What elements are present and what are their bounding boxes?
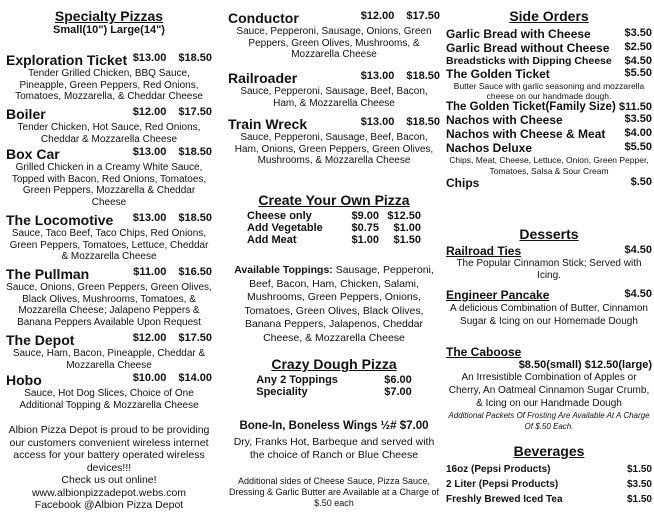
wings-title: Bone-In, Boneless Wings ½# $7.00 [239,420,429,432]
side-item: Chips $.50 [446,176,652,190]
price-large: $18.50 [406,116,440,128]
side-item: Nachos Deluxe $5.50 [446,141,652,155]
sides-title: Side Orders [509,8,589,24]
side-item: Garlic Bread without Cheese $2.50 [446,41,652,55]
price-large: $17.50 [178,332,212,344]
item-name: Boiler [6,106,46,122]
sides-list [446,27,652,190]
item-name: Railroader [228,70,298,86]
price-small: $13.00 [360,70,395,82]
column-left [6,0,212,525]
item-name: The Caboose [446,345,522,359]
item-name: The Locomotive [6,212,114,228]
side-item: The Golden Ticket(Family Size) $11.50 [446,101,652,113]
item-desc: Sauce, Pepperoni, Sausage, Beef, Bacon, Ham, Onions, Green Peppers, Green Olives, Mushrooms, & Mozzarella Cheese [234,132,434,166]
golden-desc: Butter Sauce with garlic seasoning and mozzarella cheese on our handmade dough. [453,81,645,101]
price-small: $13.00 [360,116,395,128]
beverage-item: Freshly Brewed Iced Tea $1.50 [446,494,652,505]
item-name: Box Car [6,146,60,162]
item-desc: Sauce, Onions, Green Peppers, Green Olives, Black Olives, Mushrooms, Tomatoes, & Mozzarella Cheese; Jalapeno Peppers & Banana Peppers Available Upon Request [6,282,212,328]
size-legend: Small(10") Large(14") [53,24,165,36]
item-desc: Sauce, Taco Beef, Taco Chips, Red Onions, Green Peppers, Tomatoes, Lettuce, Cheddar & Mozzarella Cheese [9,228,209,262]
price-small: $12.00 [132,106,167,118]
crazy-table [228,374,440,398]
column-middle [228,0,440,525]
item-desc: A delicious Combination of Butter, Cinnamon Sugar & Icing on our Homemade Dough [450,303,648,327]
menu-item [228,10,440,61]
frosting-note: Additional Packets Of Frosting Are Available At A Charge Of $.50 Each. [448,411,650,431]
price-large: $18.50 [178,212,212,224]
item-name: Conductor [228,10,299,26]
item-desc: Sauce, Hot Dog Slices, Choice of One Additional Topping & Mozzarella Cheese [19,388,199,411]
column-right [446,0,652,525]
about-text: Albion Pizza Depot is proud to be providing our customers convenient wireless internet access for your battery operated wireless devices!!! [8,424,210,474]
facebook-link[interactable]: Facebook @Albion Pizza Depot [34,499,184,511]
crazy-row: Speciality $7.00 [256,386,412,398]
desserts-title: Desserts [519,226,579,242]
price-large: $14.00 [178,372,212,384]
price-large: $18.50 [406,70,440,82]
item-desc: Grilled Chicken in a Creamy White Sauce, Topped with Bacon, Red Onions, Tomatoes, Green Peppers, Mozzarella & Cheddar Cheese [11,162,207,208]
item-desc: An Irresistible Combination of Apples or Cherry, An Oatmeal Cinnamon Sugar Crumb, & Icing on our Handmade Dough [448,372,650,409]
menu-item [228,70,440,109]
item-desc: Sauce, Pepperoni, Sausage, Beef, Bacon, Ham, & Mozzarella Cheese [240,86,428,109]
item-desc: Sauce, Ham, Bacon, Pineapple, Cheddar & Mozzarella Cheese [12,348,206,371]
item-name: Train Wreck [228,116,308,132]
item-desc: Tender Chicken, Hot Sauce, Red Onions, Cheddar & Mozzarella Cheese [17,122,201,145]
menu-item [6,332,212,371]
item-desc: The Popular Cinnamon Stick; Served with Icing. [456,258,642,281]
beverage-item: 2 Liter (Pepsi Products) $3.50 [446,479,652,490]
crazy-title: Crazy Dough Pizza [271,356,397,372]
price-large: $17.50 [406,10,440,22]
item-name: Exploration Ticket [6,52,128,68]
toppings-list: Sausage, Pepperoni, Beef, Bacon, Ham, Chicken, Salami, Mushrooms, Green Peppers, Onions, Tomatoes, Green Olives, Black Olives, Banana Peppers, Jalapenos, Cheddar Cheese, & Mozzarella Cheese [244,264,434,344]
price-small: $10.00 [132,372,167,384]
item-desc: Sauce, Pepperoni, Sausage, Onions, Green Peppers, Green Olives, Mushrooms, & Mozzarella Cheese [236,26,432,60]
price-small: $12.00 [360,10,395,22]
toppings-block [228,264,440,345]
price-small: $12.00 [132,332,167,344]
menu-item [6,372,212,411]
dessert-item: Engineer Pancake $4.50 A delicious Combination of Butter, Cinnamon Sugar & Icing on our Homemade Dough [446,288,652,327]
menu-item [228,116,440,167]
website-link[interactable]: www.albionpizzadepot.webs.com [31,486,187,499]
item-name: The Depot [6,332,75,348]
create-title: Create Your Own Pizza [258,192,410,208]
menu-item [6,266,212,328]
menu-item [6,146,212,208]
check-online: Check us out online! [61,474,157,486]
toppings-label: Available Toppings: [234,264,333,276]
about-block [6,424,212,512]
side-item: Nachos with Cheese & Meat $4.00 [446,127,652,141]
price-large: $16.50 [178,266,212,278]
beverages-title: Beverages [513,443,585,459]
beverage-item: 16oz (Pepsi Products) $1.50 [446,464,652,475]
item-name: Hobo [6,372,42,388]
price-small: $11.00 [133,266,167,278]
specialty-title: Specialty Pizzas [54,8,164,24]
create-table [228,210,440,246]
create-row: Add Vegetable $0.75 $1.00 [247,222,421,234]
crazy-row: Any 2 Toppings $6.00 [256,374,412,386]
item-name: Railroad Ties [446,244,522,258]
menu-item [6,212,212,263]
price-small: $13.00 [132,212,167,224]
beverage-list [446,462,652,507]
caboose-item [446,345,652,432]
price-large: $18.50 [178,52,212,64]
item-name: The Pullman [6,266,90,282]
item-desc: Tender Grilled Chicken, BBQ Sauce, Pineapple, Green Peppers, Red Onions, Tomatoes, Mozzarella, & Cheddar Cheese [15,68,203,102]
wings-desc: Dry, Franks Hot, Barbeque and served with the choice of Ranch or Blue Cheese [233,436,435,461]
menu-item [6,106,212,145]
price-small: $13.00 [132,52,167,64]
nachos-desc: Chips, Meat, Cheese, Lettuce, Onion, Green Pepper, Tomatoes, Salsa & Sour Cream [449,155,649,176]
create-row: Cheese only $9.00 $12.50 [247,210,421,222]
side-item: The Golden Ticket $5.50 [446,67,652,81]
side-item: Nachos with Cheese $3.50 [446,113,652,127]
menu-item [6,52,212,103]
sides-note: Additional sides of Cheese Sauce, Pizza Sauce, Dressing & Garlic Butter are Available at a Charge of $.50 each [229,476,439,508]
item-name: Engineer Pancake [446,288,550,302]
side-item: Breadsticks with Dipping Cheese $4.50 [446,55,652,67]
price-large: $17.50 [178,106,212,118]
price-large: $18.50 [178,146,212,158]
price-small: $13.00 [132,146,167,158]
caboose-prices: $8.50(small) $12.50(large) [518,359,652,371]
create-row: Add Meat $1.00 $1.50 [247,234,421,246]
dessert-item: Railroad Ties $4.50 The Popular Cinnamon Stick; Served with Icing. [446,244,652,281]
side-item: Garlic Bread with Cheese $3.50 [446,27,652,41]
